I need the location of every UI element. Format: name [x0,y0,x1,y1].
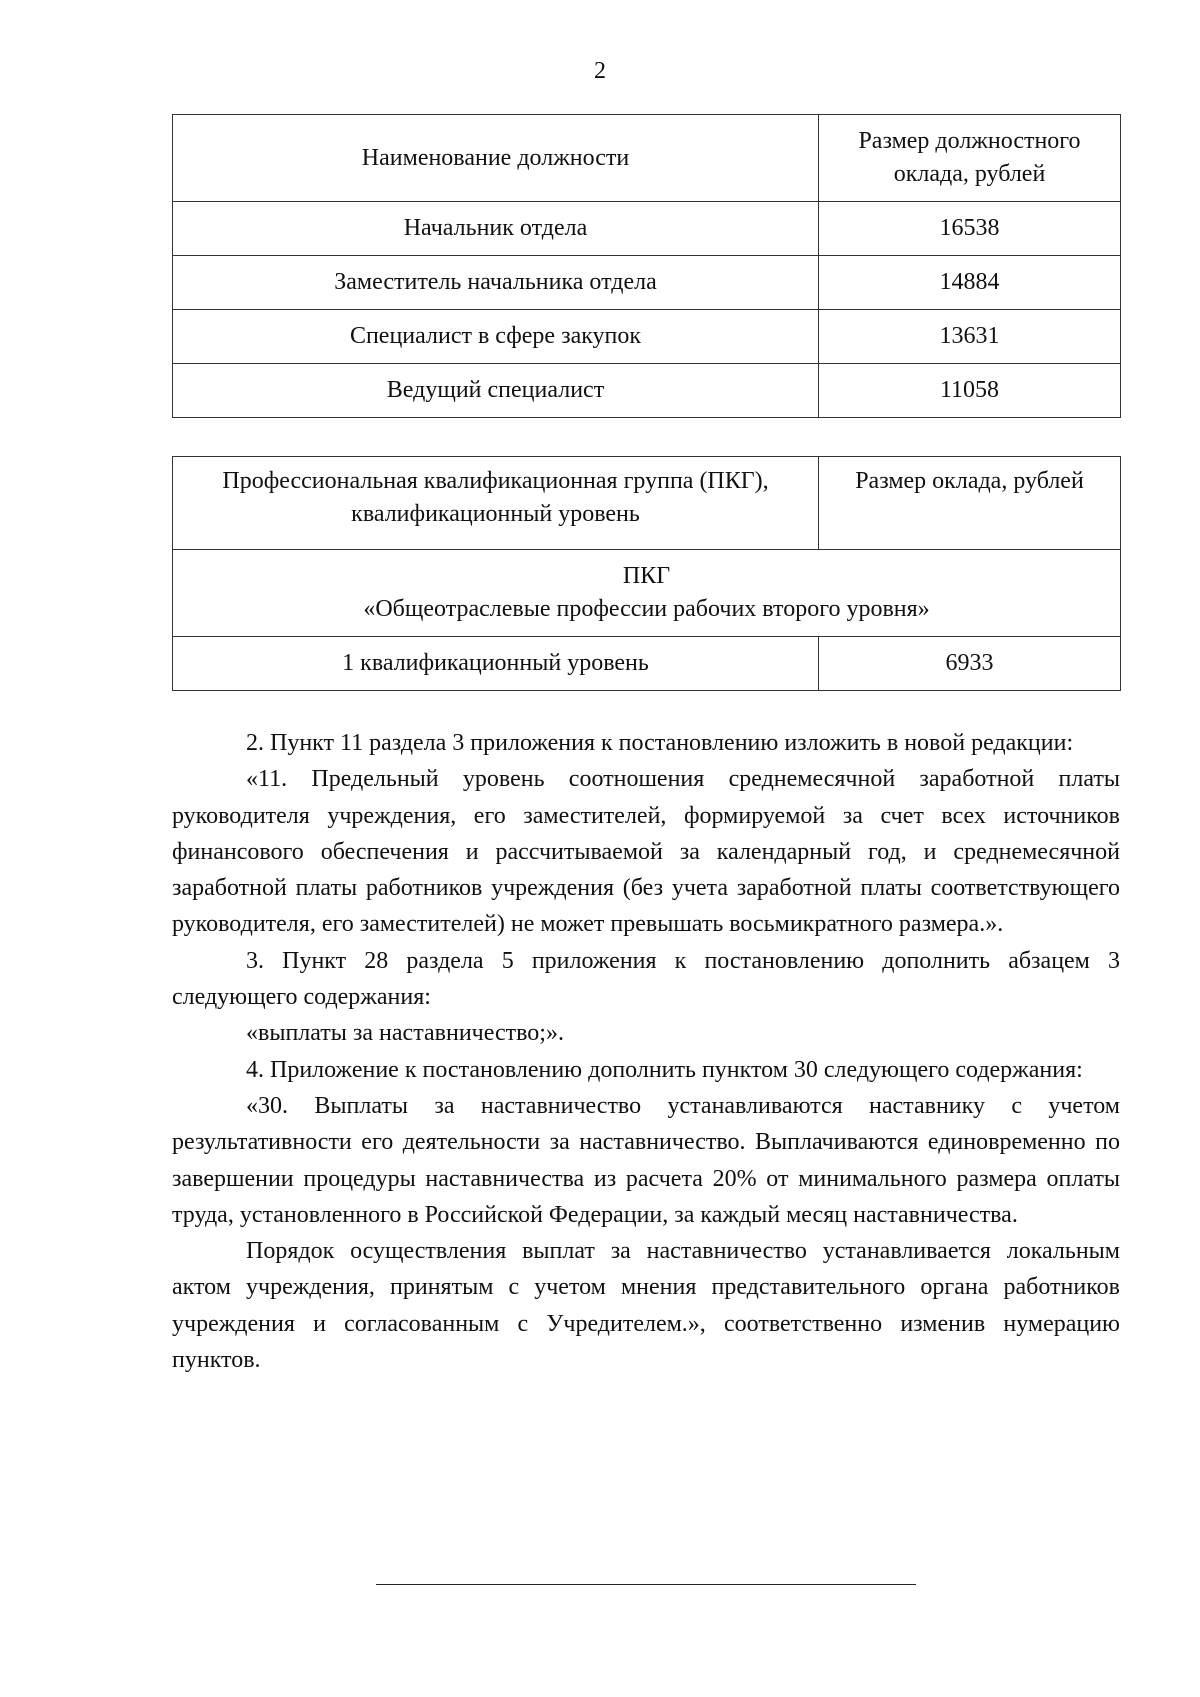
document-body [172,725,1120,1378]
paragraph-item-4: 4. Приложение к постановлению дополнить пунктом 30 следующего содержания: [246,1056,1083,1083]
paragraph-quote-30: «30. Выплаты за наставничество устанавливаются наставнику с учетом результативности его деятельности за наставничество. Выплачиваются единовременно по завершении процедуры наставничества из расчета 20% от минимального размера оплаты труда, установленного в Российской Федерации, за каждый месяц наставничества. [172,1092,1120,1228]
table-row [173,256,1121,310]
end-separator-line [376,1584,916,1585]
header-position-name: Наименование должности [173,115,819,202]
header-qualification-group: Профессиональная квалификационная группа (ПКГ), квалификационный уровень [173,457,819,550]
position-name: Ведущий специалист [173,364,819,418]
paragraph-quote-mentoring: «выплаты за наставничество;». [246,1020,564,1047]
paragraph-quote-11: «11. Предельный уровень соотношения среднемесячной заработной платы руководителя учреждения, его заместителей, формируемой за счет всех источников финансового обеспечения и рассчитываемой за календарный год, и среднемесячной заработной платы работников учреждения (без учета заработной платы соответствующего руководителя, его заместителей) не может превышать восьмикратного размера.». [172,766,1120,938]
salary-value: 6933 [819,637,1121,691]
table-row [173,637,1121,691]
group-row [173,550,1121,637]
qualification-level: 1 квалификационный уровень [173,637,819,691]
position-name: Начальник отдела [173,202,819,256]
paragraph-item-2: 2. Пункт 11 раздела 3 приложения к постановлению изложить в новой редакции: [246,730,1074,756]
page-number: 2 [594,58,606,84]
table-header-row [173,115,1121,202]
position-name: Специалист в сфере закупок [173,310,819,364]
table-row [173,310,1121,364]
salary-value: 13631 [819,310,1121,364]
table-row [173,202,1121,256]
table-header-row [173,457,1121,550]
salary-value: 14884 [819,256,1121,310]
header-salary: Размер должностного оклада, рублей [819,115,1121,202]
header-salary: Размер оклада, рублей [819,457,1121,550]
salary-value: 11058 [819,364,1121,418]
paragraph-item-3: 3. Пункт 28 раздела 5 приложения к постановлению дополнить абзацем 3 следующего содержания: [172,947,1120,1011]
group-name: «Общеотраслевые профессии рабочих второго уровня» [363,596,930,622]
table-row [173,364,1121,418]
qualification-group-table [172,456,1121,691]
position-salary-table [172,114,1121,418]
salary-value: 16538 [819,202,1121,256]
group-title: ПКГ [622,563,671,589]
position-name: Заместитель начальника отдела [173,256,819,310]
group-cell [173,550,1121,637]
paragraph-procedure: Порядок осуществления выплат за наставничество устанавливается локальным актом учреждения, принятым с учетом мнения представительного органа работников учреждения и согласованным с Учредителем.», соответственно изменив нумерацию пунктов. [172,1238,1120,1374]
